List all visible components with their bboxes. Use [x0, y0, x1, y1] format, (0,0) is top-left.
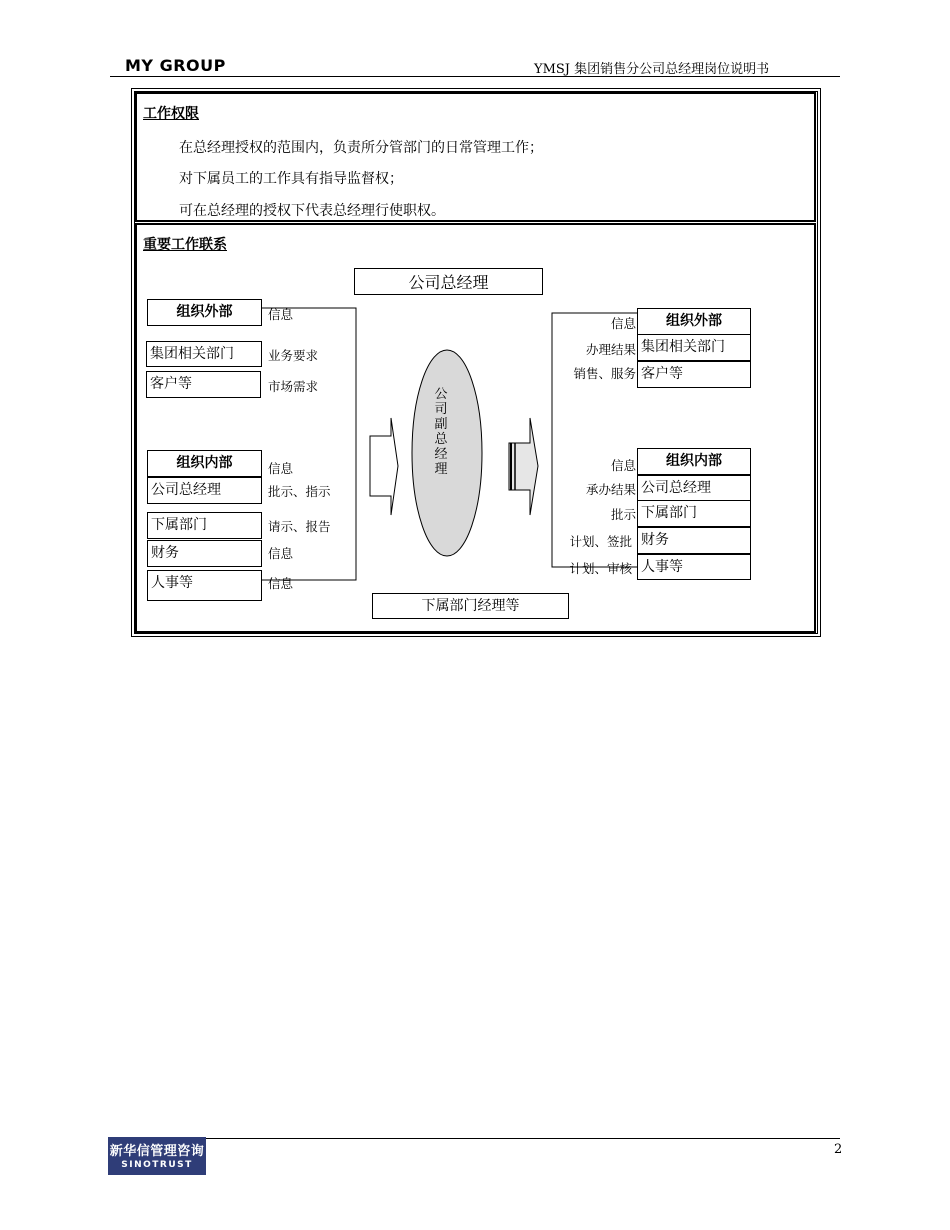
right-node-box: 下属部门: [637, 500, 751, 527]
left-node-box: 集团相关部门: [146, 341, 262, 367]
left-node-box: 财务: [147, 540, 262, 567]
left-arrow-icon: [370, 418, 398, 515]
left-external-header-label: 信息: [268, 307, 294, 322]
left-node-label: 信息: [268, 546, 294, 561]
right-node-label: 计划、签批: [569, 534, 632, 549]
authority-title: 工作权限: [143, 106, 199, 122]
right-node-box: 财务: [637, 527, 751, 554]
left-node-label: 业务要求: [268, 348, 319, 363]
right-internal-header-label: 信息: [610, 458, 636, 473]
left-node-label: 请示、报告: [268, 519, 331, 534]
left-internal-header: 组织内部: [147, 450, 262, 477]
top-node-box: 公司总经理: [354, 268, 543, 295]
right-node-box: 客户等: [637, 361, 751, 388]
left-node-box: 公司总经理: [147, 477, 262, 504]
left-external-header: 组织外部: [147, 299, 262, 326]
logo-text-cn: 新华信管理咨询: [109, 1144, 205, 1159]
right-node-label: 承办结果: [585, 482, 636, 497]
right-node-label: 计划、审核: [569, 561, 632, 576]
sinotrust-logo: [108, 1137, 206, 1175]
right-node-label: 批示: [610, 507, 636, 522]
left-node-box: 客户等: [146, 371, 261, 398]
authority-item-text: 对下属员工的工作具有指导监督权；: [179, 171, 403, 187]
left-node-label: 信息: [268, 576, 294, 591]
authority-item-text: 在总经理授权的范围内，负责所分管部门的日常管理工作；: [179, 140, 543, 156]
right-arrow-icon: [509, 418, 538, 515]
page-number: 2: [834, 1142, 843, 1157]
left-node-label: 市场需求: [268, 379, 319, 394]
left-internal-header-label: 信息: [268, 461, 294, 476]
logo-text-en: SINOTRUST: [121, 1160, 193, 1170]
bottom-node-box: 下属部门经理等: [372, 593, 569, 619]
right-node-label: 办理结果: [585, 342, 636, 357]
right-external-header-label: 信息: [610, 316, 636, 331]
footer-rule: [206, 1138, 840, 1139]
left-node-box: 人事等: [147, 570, 262, 601]
right-node-box: 公司总经理: [637, 475, 751, 502]
right-node-label: 销售、服务: [573, 366, 636, 381]
header-company: MY GROUP: [125, 56, 226, 75]
right-internal-header: 组织内部: [637, 448, 751, 475]
authority-item-text: 可在总经理的授权下代表总经理行使职权。: [179, 203, 445, 219]
left-node-box: 下属部门: [147, 512, 262, 539]
relations-title: 重要工作联系: [143, 237, 227, 253]
right-external-header: 组织外部: [637, 308, 751, 335]
left-node-label: 批示、指示: [268, 484, 331, 499]
right-node-box: 集团相关部门: [637, 334, 751, 361]
center-role-label: 公司副总经理: [434, 387, 448, 477]
right-node-box: 人事等: [637, 554, 751, 580]
header-doc-title: YMSJ 集团销售分公司总经理岗位说明书: [534, 62, 770, 77]
